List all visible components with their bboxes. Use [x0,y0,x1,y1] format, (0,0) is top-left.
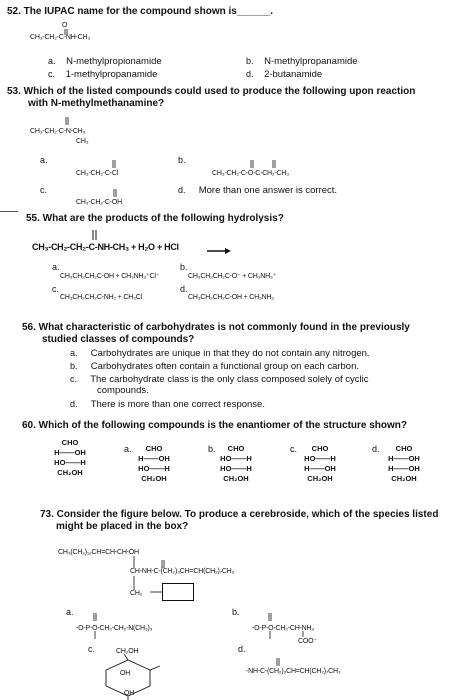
q73-option-d-letter[interactable]: d. [238,644,246,654]
q73-option-b[interactable]: -O-P-O-CH₂-CH-NH₃ [252,625,315,632]
q53-product-carbonyl [65,117,69,125]
q53-option-b-letter[interactable]: b. [178,155,186,165]
q55-option-a[interactable]: CH₃CH₂CH₂C-OH + CH₃NH₃⁺Cl⁻ [60,273,160,280]
q55-option-b-letter[interactable]: b. [180,262,188,272]
q53-a-carbonyl [112,160,116,168]
q53-option-a[interactable]: CH₃-CH₂-C-Cl [76,170,119,177]
q73-a-phosphate-bonds [93,613,97,639]
q60-option-d[interactable]: CHO H——OH H——OH CH₂OH [388,444,420,483]
q52-carbonyl-o: O [62,22,68,29]
q53-option-d[interactable]: d. More than one answer is correct. [178,185,338,196]
q60-option-b-letter[interactable]: b. [208,444,216,454]
q53-c-carbonyl [113,189,117,197]
q53-option-c-letter[interactable]: c. [40,185,48,195]
q52-formula: CH₃-CH₂-C-NH-CH₃ [30,34,91,41]
q52-title: 52. The IUPAC name for the compound shown is______. [7,6,273,17]
q55-option-b[interactable]: CH₃CH₂CH₂C-O⁻ + CH₃NH₃⁺ [188,273,277,280]
q53-title-line2: with N-methylmethanamine? [28,98,165,109]
q55-carbonyl [92,230,97,240]
q56-option-c[interactable]: c. The carbohydrate class is the only class composed solely of cyclic [70,374,369,385]
q60-given-structure: CHO H——OH HO——H CH₂OH [54,438,86,477]
q73-figure-mid: CH-NH-C-(CH₂)₃CH=CH(CH₂)₇CH₃ [130,568,235,575]
q56-title-line1: 56. What characteristic of carbohydrates is not commonly found in the previously [22,322,410,333]
q73-option-a[interactable]: -O-P-O-CH₂-CH₂-N(CH₃)₃ [76,625,153,632]
q73-option-b-sub: COO⁻ [298,638,317,645]
reaction-arrow-icon [207,248,231,254]
q55-reaction: CH₃-CH₂-CH₂-C-NH-CH₃ + H₂O + HCl [32,242,179,252]
q52-option-c[interactable]: c. 1-methylpropanamide [48,69,158,80]
q53-option-c[interactable]: CH₃-CH₂-C-OH [76,199,122,206]
q53-product: CH₃-CH₂-C-N-CH₃ [30,128,86,135]
q55-option-d-letter[interactable]: d. [180,284,188,294]
q60-option-c[interactable]: CHO HO——H H——OH CH₂OH [304,444,336,483]
q60-option-c-letter[interactable]: c. [290,444,298,454]
q52-option-b[interactable]: b. N-methylpropanamide [246,56,358,67]
q73-option-c-ch2oh[interactable]: CH₂OH [116,648,139,655]
q60-option-b[interactable]: CHO HO——H HO——H CH₂OH [220,444,252,483]
q52-option-a[interactable]: a. N-methylpropionamide [48,56,162,67]
divider-left [0,211,18,212]
q60-option-a-letter[interactable]: a. [124,444,132,454]
q73-title-line2: might be placed in the box? [56,521,189,532]
q60-title: 60. Which of the following compounds is the enantiomer of the structure shown? [22,420,408,431]
q73-d-carbonyl [276,658,280,666]
q53-option-a-letter[interactable]: a. [40,155,48,165]
q52-double-bond [64,29,68,35]
q56-option-a[interactable]: a. Carbohydrates are unique in that they do not contain any nitrogen. [70,348,370,359]
q55-title: 55. What are the products of the following hydrolysis? [26,213,284,224]
q73-b-bonds [268,613,308,639]
q60-option-d-letter[interactable]: d. [372,444,380,454]
q60-option-a[interactable]: CHO H——OH HO——H CH₂OH [138,444,170,483]
q53-option-b[interactable]: CH₃-CH₂-C-O-C-CH₂-CH₃ [212,170,289,177]
q53-product-sub: CH₃ [76,138,89,145]
q73-ring-oh-1: OH [120,670,131,677]
q73-option-a-letter[interactable]: a. [66,607,74,617]
q73-answer-box [162,583,194,601]
q55-option-d[interactable]: CH₃CH₂CH₂C-OH + CH₃NH₂ [188,294,274,301]
q73-box-bond [150,590,162,594]
q55-option-c[interactable]: CH₃CH₂CH₂C-NH₂ + CH₃Cl [60,294,142,301]
q56-option-d[interactable]: d. There is more than one correct response. [70,399,265,410]
q73-option-c-letter[interactable]: c. [88,644,96,654]
q73-figure-top: CH₃(CH₂)₁₂CH=CH-CH-OH [58,549,139,556]
q53-b-carbonyls [250,160,280,168]
q55-option-c-letter[interactable]: c. [52,284,60,294]
q73-option-b-letter[interactable]: b. [232,607,240,617]
q56-option-c-cont: compounds. [97,385,149,396]
q52-option-d[interactable]: d. 2-butanamide [246,69,323,80]
q73-figure-bot: CH₂ [130,590,143,597]
q73-option-d[interactable]: -NH-C-(CH₂)₃CH=CH(CH₂)₇CH₃ [246,668,341,675]
q56-title-line2: studied classes of compounds? [42,334,195,345]
q55-option-a-letter[interactable]: a. [52,262,60,272]
q73-title-line1: 73. Consider the figure below. To produce a cerebroside, which of the species listed [40,509,439,520]
q56-option-b[interactable]: b. Carbohydrates often contain a functional group on each carbon. [70,361,360,372]
q53-title-line1: 53. Which of the listed compounds could used to produce the following upon reaction [7,86,416,97]
q73-ring-oh-2: OH [124,690,135,697]
